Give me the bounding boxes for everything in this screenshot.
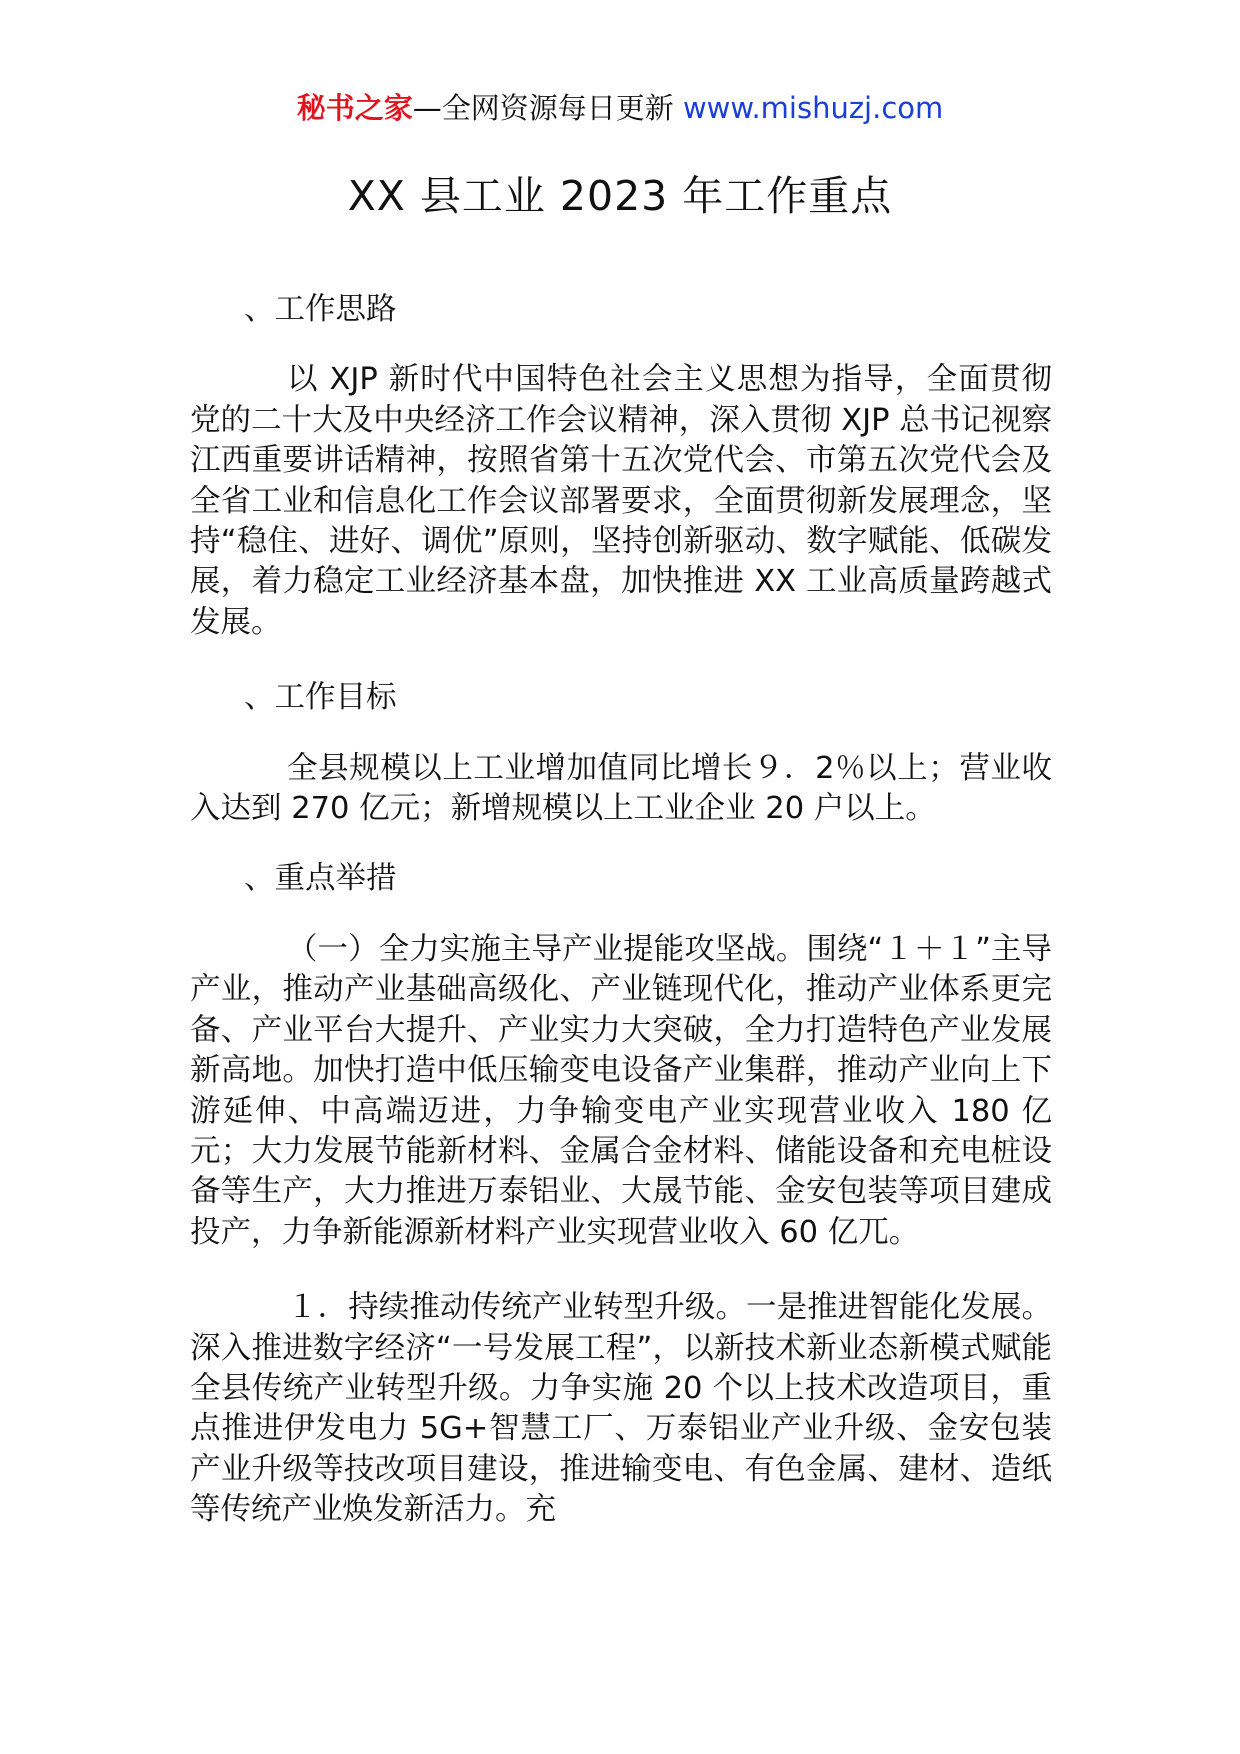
spacer bbox=[190, 643, 1052, 678]
section-heading-key-measures: 、重点举措 bbox=[244, 861, 397, 897]
section-heading-work-goals: 、工作目标 bbox=[244, 680, 397, 716]
paragraph-key-measures-2: １．持续推动传统产业转型升级。一是推进智能化发展。深入推进数字经济“一号发展工程”，以新技术新业态新模式赋能全县传统产业转型升级。力争实施 20 个以上技术改造项目，重点推进伊发电力 5G+智慧工厂、万泰铝业产业升级、金安包装产业升级等技改项目建设，推进输变电、有色金属、建材、造纸等传统产业焕发新活力。充 bbox=[190, 1290, 1052, 1528]
paragraph-work-approach: 以 XJP 新时代中国特色社会主义思想为指导，全面贯彻党的二十大及中央经济工作会议精神，深入贯彻 XJP 总书记视察江西重要讲话精神，按照省第十五次党代会、市第五次党代会及全省工业和信息化工作会议部署要求，全面贯彻新发展理念，坚持“稳住、进好、调优”原则，坚持创新驱动、数字赋能、低碳发展，着力稳定工业经济基本盘，加快推进 XX 工业高质量跨越式发展。 bbox=[190, 362, 1052, 640]
brand-name: 秘书之家 bbox=[296, 91, 413, 125]
paragraph-key-measures-1: （一）全力实施主导产业提能攻坚战。围绕“１＋１”主导产业，推动产业基础高级化、产业链现代化，推动产业体系更完备、产业平台大提升、产业实力大突破，全力打造特色产业发展新高地。加快打造中低压输变电设备产业集群，推动产业向上下游延伸、中高端迈进，力争输变电产业实现营业收入 180 亿元；大力发展节能新材料、金属合金材料、储能设备和充电桩设备等生产，大力推进万泰铝业、大晟节能、金安包装等项目建成投产，力争新能源新材料产业实现营业收入 60 亿兀。 bbox=[190, 931, 1052, 1250]
site-header bbox=[0, 88, 1240, 128]
spacer bbox=[190, 719, 1052, 749]
spacer bbox=[190, 1253, 1052, 1288]
spacer bbox=[190, 900, 1052, 930]
site-url-link[interactable]: www.mishuzj.com bbox=[682, 91, 944, 125]
paragraph-work-goals: 全县规模以上工业增加值同比增长９．2％以上；营业收入达到 270 亿元；新增规模以上工业企业 20 户以上。 bbox=[190, 750, 1052, 827]
header-tagline: —全网资源每日更新 bbox=[412, 91, 674, 125]
section-heading-work-approach: 、工作思路 bbox=[244, 292, 397, 327]
document-title: XX 县工业 2023 年工作重点 bbox=[347, 172, 893, 220]
spacer bbox=[190, 330, 1052, 360]
spacer bbox=[190, 829, 1052, 859]
document-body bbox=[190, 290, 1052, 1531]
